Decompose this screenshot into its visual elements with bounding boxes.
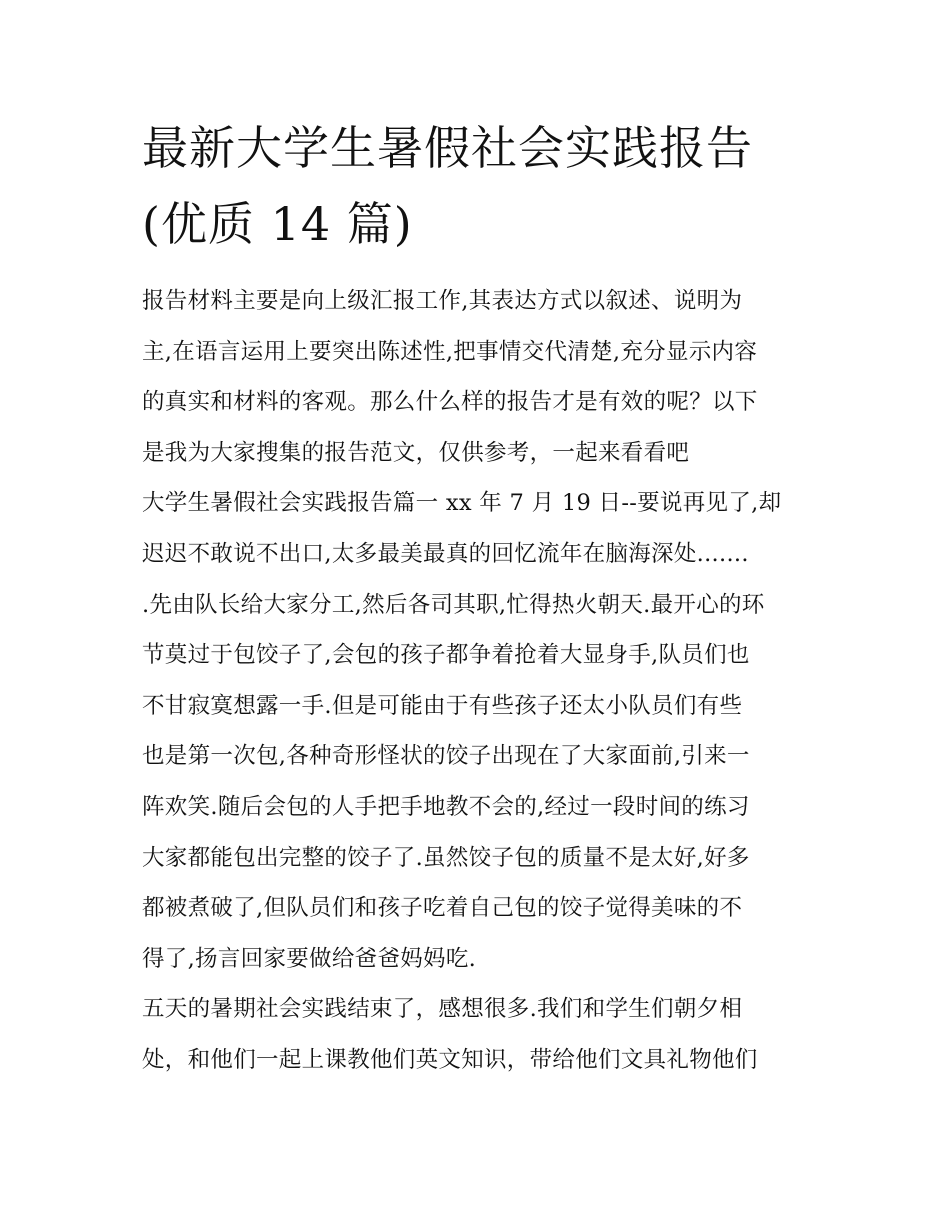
title-line-2: (优质 14 篇) xyxy=(142,197,413,251)
body-line: 迟迟不敢说不出口,太多最美最真的回忆流年在脑海深处....... xyxy=(142,540,749,567)
body-line: 不甘寂寞想露一手.但是可能由于有些孩子还太小队员们有些 xyxy=(142,692,743,719)
body-line: 大家都能包出完整的饺子了.虽然饺子包的质量不是太好,好多 xyxy=(142,844,750,871)
title-line-1: 最新大学生暑假社会实践报告 xyxy=(142,121,753,175)
body-line: 阵欢笑.随后会包的人手把手地教不会的,经过一段时间的练习 xyxy=(142,793,750,820)
body-line: 都被煮破了,但队员们和孩子吃着自己包的饺子觉得美味的不 xyxy=(142,895,743,922)
body-line: 节莫过于包饺子了,会包的孩子都争着抢着大显身手,队员们也 xyxy=(142,642,750,669)
body-line: 报告材料主要是向上级汇报工作,其表达方式以叙述、说明为 xyxy=(142,288,743,314)
body-line: 五天的暑期社会实践结束了，感想很多.我们和学生们朝夕相 xyxy=(142,996,743,1023)
body-line: 主,在语言运用上要突出陈述性,把事情交代清楚,充分显示内容 xyxy=(142,338,758,365)
document-title xyxy=(142,110,822,262)
body-line: .先由队长给大家分工,然后各司其职,忙得热火朝天.最开心的环 xyxy=(142,591,765,618)
body-line: 大学生暑假社会实践报告篇一 xx 年 7 月 19 日--要说再见了,却 xyxy=(142,490,782,517)
body-line: 的真实和材料的客观。那么什么样的报告才是有效的呢？以下 xyxy=(142,389,758,416)
body-line: 处，和他们一起上课教他们英文知识，带给他们文具礼物他们 xyxy=(142,1046,758,1073)
document-body xyxy=(142,276,832,1086)
body-line: 是我为大家搜集的报告范文，仅供参考，一起来看看吧 xyxy=(142,439,690,466)
body-line: 得了,扬言回家要做给爸爸妈妈吃. xyxy=(142,945,477,972)
body-line: 也是第一次包,各种奇形怪状的饺子出现在了大家面前,引来一 xyxy=(142,743,750,770)
